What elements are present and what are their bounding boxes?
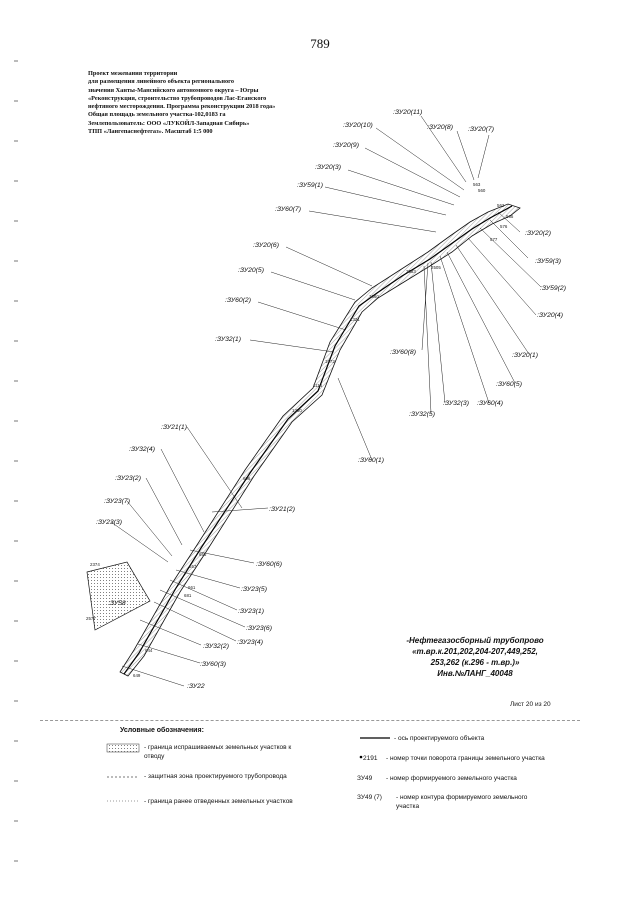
sheet-label: Лист 20 из 20 [510, 701, 551, 708]
header-line: нефтяного месторождения. Программа реконструкции 2018 года» [88, 103, 276, 111]
legend-title: Условные обозначения: [120, 727, 204, 734]
point-label: 681 [184, 593, 192, 598]
parcel-label: :ЗУ59(2) [540, 285, 566, 292]
title-line: -Нефтегазосборный трубопрово [406, 636, 544, 645]
parcel-label: :ЗУ20(9) [333, 142, 359, 149]
parcel-label: :ЗУ23(6) [246, 625, 272, 632]
parcel-label: :ЗУ22 [187, 683, 205, 690]
title-line: 253,262 (к.296 - т.вр.)» [430, 658, 520, 667]
point-label: 657 [189, 564, 197, 569]
point-label: 1072 [325, 359, 335, 364]
legend-divider [40, 720, 580, 721]
point-label: 649 [133, 673, 141, 678]
point-label: 2374 [90, 562, 100, 567]
parcel-label: :ЗУ20(8) [427, 124, 453, 131]
parcel-label: :ЗУ32(5) [409, 411, 435, 418]
parcel-label: :ЗУ21(2) [269, 506, 295, 513]
legend-swatch-parcel [107, 744, 139, 752]
header-line: ТПП «Лангепаснефтегаз». Масштаб 1:5 000 [88, 128, 213, 136]
point-label: 696 [243, 476, 251, 481]
point-label: 2583 [406, 269, 416, 274]
parcel-label: :ЗУ60(2) [225, 297, 251, 304]
parcel-label: :ЗУ32(4) [129, 446, 155, 453]
point-label: 1321 [350, 317, 360, 322]
parcel-label: :ЗУ20(1) [512, 352, 538, 359]
point-label: 2505 [431, 265, 441, 270]
parcel-label: :ЗУ20(3) [315, 164, 341, 171]
point-label: 576 [500, 224, 508, 229]
parcel-label: :ЗУ60(6) [256, 561, 282, 568]
parcel-label: :ЗУ20(11) [393, 109, 423, 116]
header-line: Общая площадь земельного участка-102,0183 га [88, 111, 226, 119]
pipeline-axis [124, 206, 512, 674]
legend-swatch-point [360, 756, 363, 759]
parcel-label: :ЗУ60(5) [496, 381, 522, 388]
parcel-label: :ЗУ32(1) [215, 336, 241, 343]
point-label: 565 [506, 214, 514, 219]
parcel-label: :ЗУ60(8) [390, 349, 416, 356]
parcel-label: :ЗУ23(1) [238, 608, 264, 615]
parcel-label: :ЗУ32(2) [203, 643, 229, 650]
legend-point-sample: 2191 [363, 755, 378, 762]
parcel-label-zu58: :ЗУ58 [108, 600, 126, 607]
parcel-label: :ЗУ20(5) [238, 267, 264, 274]
parcel-label: :ЗУ60(1) [358, 457, 384, 464]
point-label: 1114 [313, 383, 323, 388]
point-label: 2577 [86, 616, 96, 621]
parcel-label: :ЗУ21(1) [161, 424, 187, 431]
parcel-label: :ЗУ23(7) [104, 498, 130, 505]
legend-text-contour: - номер контура формируемого земельного участка [396, 794, 528, 810]
parcel-label: :ЗУ20(4) [537, 312, 563, 319]
header-line: для размещения линейного объекта регионального [88, 78, 235, 86]
parcel-label: :ЗУ20(7) [468, 126, 494, 133]
point-label: 655 [199, 552, 207, 557]
parcel-label: :ЗУ60(4) [477, 400, 503, 407]
legend-text-parcel: - граница испрашиваемых земельных участков к отводу [144, 744, 292, 760]
point-label: 644 [145, 648, 153, 653]
header-line: Землепользователь: ООО «ЛУКОЙЛ-Западная Сибирь» [88, 119, 250, 127]
point-label: 661 [188, 585, 196, 590]
legend-text-parcel-number: - номер формируемого земельного участка [386, 775, 517, 782]
parcel-label: :ЗУ23(4) [237, 639, 263, 646]
header-line: Проект межевания территории [88, 70, 178, 77]
header-line: «Реконструкция, строительство трубопроводов Лас-Еганского [88, 94, 267, 102]
legend-text-axis: - ось проектируемого объекта [394, 735, 485, 742]
parcel-label: :ЗУ59(3) [535, 258, 561, 265]
parcel-zu58 [87, 562, 150, 630]
title-block [390, 635, 560, 679]
point-label: 1330 [292, 408, 302, 413]
page-number: 789 [310, 36, 330, 51]
point-label: 562 [497, 203, 505, 208]
parcel-label: :ЗУ23(5) [241, 586, 267, 593]
parcel-label: :ЗУ60(3) [200, 661, 226, 668]
legend-text-point: - номер точки поворота границы земельного участка [386, 755, 545, 762]
parcel-corridor [120, 204, 520, 676]
point-label: 560 [478, 188, 486, 193]
parcel-label: :ЗУ32(3) [443, 400, 469, 407]
parcel-label: :ЗУ20(2) [525, 230, 551, 237]
legend-contour-sample: ЗУ49 (7) [357, 794, 382, 801]
point-label: 1360 [369, 294, 379, 299]
title-line: Инв.№ЛАНГ_40048 [437, 669, 513, 678]
legend-text-prior: - граница ранее отведенных земельных участков [144, 798, 293, 805]
legend-parcel-sample: ЗУ49 [357, 775, 373, 782]
parcel-label: :ЗУ20(10) [343, 122, 373, 129]
point-label: 563 [473, 182, 481, 187]
legend-text-zone: - защитная зона проектируемого трубопровода [144, 773, 287, 780]
title-line: «т.вр.к.201,202,204-207,449,252, [412, 647, 538, 656]
header-line: значения Ханты-Мансийского автономного округа – Югры [88, 86, 259, 94]
point-label: 577 [490, 237, 498, 242]
parcel-label: :ЗУ23(2) [115, 475, 141, 482]
parcel-label: :ЗУ23(3) [96, 519, 122, 526]
parcel-label: :ЗУ20(6) [253, 242, 279, 249]
parcel-label: :ЗУ59(1) [297, 182, 323, 189]
parcel-label: :ЗУ60(7) [275, 206, 301, 213]
